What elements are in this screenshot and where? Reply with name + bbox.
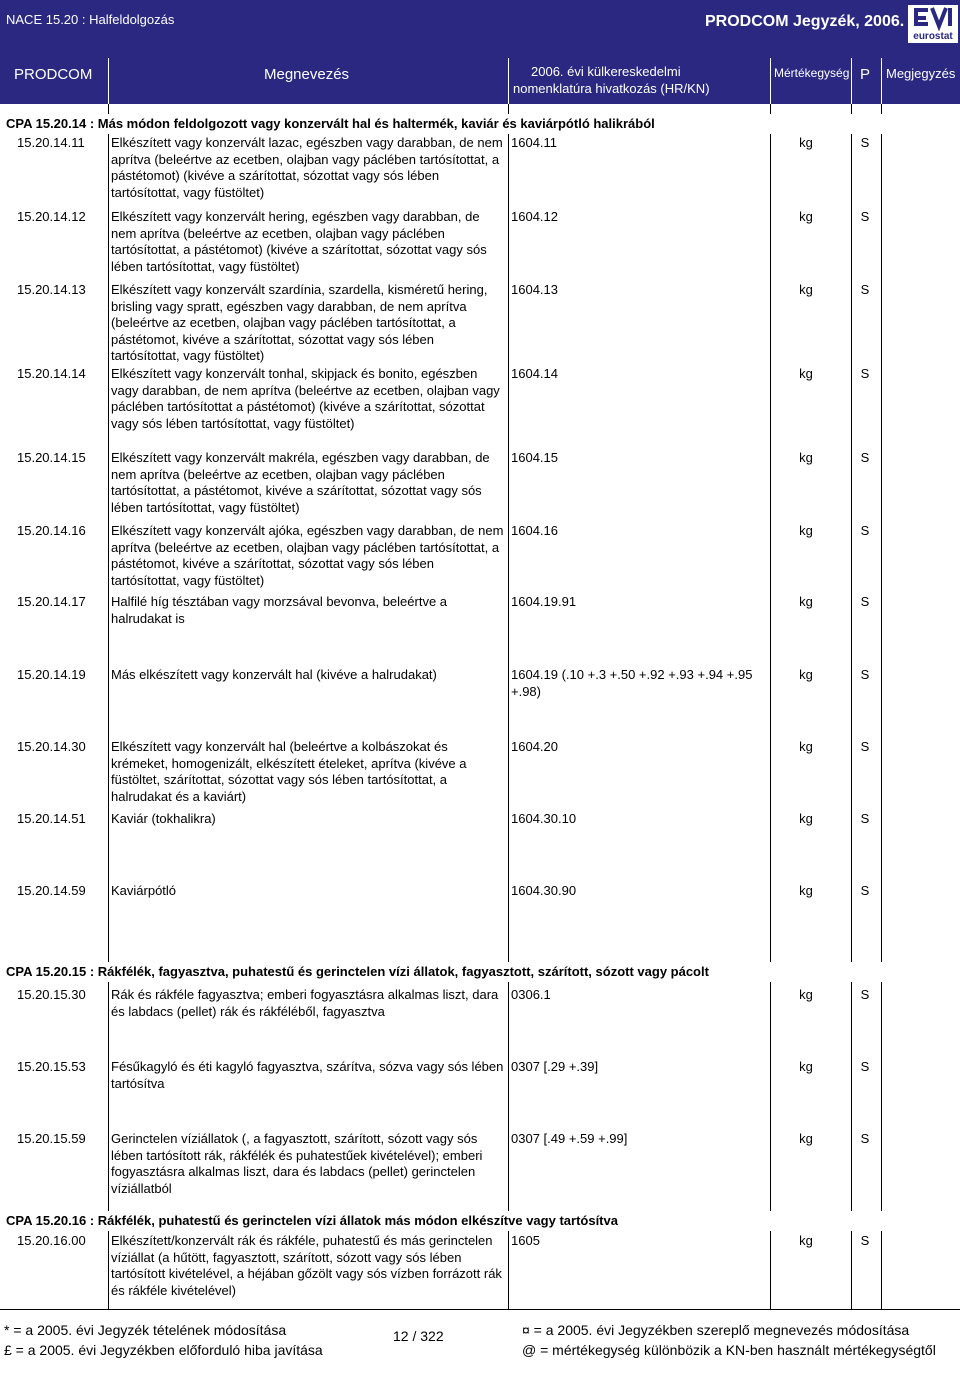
unit: kg: [799, 883, 813, 898]
unit: kg: [799, 667, 813, 682]
p-flag: S: [860, 1233, 870, 1248]
prodcom-code: 15.20.14.19: [17, 667, 86, 682]
product-description: Elkészített vagy konzervált szardínia, szardella, kisméretű hering, brisling vagy spratt, egészben vagy darabban, de nem aprítva (beleértve az ecetben, olajban vagy páclében tartósítottat, a pástétomot, kivéve a szárítottat, sózottat vagy sós lében tartósítottat, vagy füstöltet): [111, 282, 506, 365]
cn-reference: 1604.12: [511, 209, 558, 224]
p-flag: S: [860, 209, 870, 224]
p-flag: S: [860, 739, 870, 754]
section-heading: CPA 15.20.14 : Más módon feldolgozott vagy konzervált hal és haltermék, kaviár és kaviárpótló halikrából: [0, 114, 960, 134]
prodcom-code: 15.20.14.12: [17, 209, 86, 224]
footer-note: * = a 2005. évi Jegyzék tételének módosítása: [4, 1322, 287, 1338]
eurostat-logo-text: eurostat: [913, 31, 953, 42]
header-prodcom: PRODCOM: [14, 66, 93, 83]
product-description: Kaviár (tokhalikra): [111, 811, 506, 828]
prodcom-code: 15.20.14.14: [17, 366, 86, 381]
product-description: Elkészített vagy konzervált hering, egészben vagy darabban, de nem aprítva (beleértve az ecetben, olajban vagy páclében tartósítottat, a pástétomot) (kivéve a szárítottat, sózottat vagy sós lében tartósítottat, vagy füstöltet): [111, 209, 506, 275]
cn-reference: 1604.30.10: [511, 811, 577, 826]
column-header-row: [0, 58, 960, 104]
unit: kg: [799, 282, 813, 297]
prodcom-code: 15.20.14.13: [17, 282, 86, 297]
p-flag: S: [860, 366, 870, 381]
product-description: Elkészített vagy konzervált hal (beleértve a kolbászokat és krémeket, homogenizált, elkészített ételeket, aprítva (kivéve a füstöltet, szárítottat, sózottat vagy sós lében tartósítottat, a halrudakat és a kaviárt): [111, 739, 506, 805]
eurostat-logo: [907, 4, 959, 44]
footer-note: ¤ = a 2005. évi Jegyzékben szereplő megnevezés módosítása: [522, 1322, 910, 1338]
p-flag: S: [860, 1131, 870, 1146]
document-top-bar: [0, 0, 960, 58]
footer-note: £ = a 2005. évi Jegyzékben előforduló hiba javítása: [4, 1342, 323, 1358]
header-note: Megjegyzés: [881, 58, 960, 104]
cn-reference: 1604.19.91: [511, 594, 577, 609]
unit: kg: [799, 1131, 813, 1146]
cn-reference: 1604.14: [511, 366, 558, 381]
product-description: Fésűkagyló és éti kagyló fagyasztva, szárítva, sózva vagy sós lében tartósítva: [111, 1059, 506, 1092]
product-description: Elkészített vagy konzervált lazac, egészben vagy darabban, de nem aprítva (beleértve az ecetben, olajban vagy páclében tartósítottat, a pástétomot) (kivéve a szárítottat, sózottat vagy sós lében tartósítottat, vagy füstöltet): [111, 135, 506, 201]
column-divider: [881, 104, 882, 1309]
p-flag: S: [860, 594, 870, 609]
cn-reference: 1604.30.90: [511, 883, 577, 898]
unit: kg: [799, 987, 813, 1002]
cn-reference: 1604.11: [511, 135, 558, 150]
product-description: Kaviárpótló: [111, 883, 506, 900]
product-description: Elkészített vagy konzervált ajóka, egészben vagy darabban, de nem aprítva (beleértve az ecetben, olajban vagy páclében tartósítottat, a pástétomot, kivéve a szárítottat, sózottat vagy sós lében tartósítottat, vagy füstöltet): [111, 523, 506, 589]
cn-reference: 1604.16: [511, 523, 558, 538]
unit: kg: [799, 523, 813, 538]
section-heading: CPA 15.20.15 : Rákfélék, fagyasztva, puhatestű és gerinctelen vízi állatok, fagyasztott, szárított, sózott vagy pácolt: [0, 962, 960, 982]
unit: kg: [799, 1059, 813, 1074]
product-description: Elkészített vagy konzervált tonhal, skipjack és bonito, egészben vagy darabban, de nem aprítva (beleértve az ecetben, olajban vagy páclében tartósítottat a pástétomot) (kivéve a szárítottat, sózottat vagy sós lében tartósítottat, vagy füstöltet): [111, 366, 506, 432]
unit: kg: [799, 450, 813, 465]
column-divider: [108, 104, 109, 1309]
header-cn-reference: 2006. évi külkereskedelmi nomenklatúra hivatkozás (HR/KN): [508, 58, 770, 104]
unit: kg: [799, 1233, 813, 1248]
p-flag: S: [860, 1059, 870, 1074]
footer-divider: [0, 1309, 960, 1310]
cn-reference: 1605: [511, 1233, 540, 1248]
product-description: Más elkészített vagy konzervált hal (kivéve a halrudakat): [111, 667, 506, 684]
prodcom-code: 15.20.14.15: [17, 450, 86, 465]
prodcom-code: 15.20.14.17: [17, 594, 86, 609]
cn-reference: 1604.19 (.10 +.3 +.50 +.92 +.93 +.94 +.95 +.98): [511, 667, 753, 699]
page-number: 12 / 322: [393, 1328, 444, 1344]
nace-title: NACE 15.20 : Halfeldolgozás: [6, 12, 175, 27]
cn-reference: 1604.15: [511, 450, 558, 465]
header-p: P: [851, 58, 881, 104]
cn-reference: 1604.13: [511, 282, 558, 297]
prodcom-code: 15.20.14.11: [17, 135, 85, 150]
prodcom-code: 15.20.14.59: [17, 883, 86, 898]
column-divider: [508, 104, 509, 1309]
p-flag: S: [860, 523, 870, 538]
product-description: Elkészített/konzervált rák és rákféle, puhatestű és más gerinctelen víziállat (a hűtött, fagyasztott, szárított, sózott vagy sós lében tartósított kivételével, a héjában gőzölt vagy sós vízben forrázott rák és rákféle kivételével): [111, 1233, 506, 1299]
prodcom-code: 15.20.16.00: [17, 1233, 86, 1248]
unit: kg: [799, 594, 813, 609]
product-description: Elkészített vagy konzervált makréla, egészben vagy darabban, de nem aprítva (beleértve az ecetben, olajban vagy páclében tartósítottat, a pástétomot, kivéve a szárítottat, sózottat vagy sós lében tartósítottat, vagy füstöltet): [111, 450, 506, 516]
prodcom-code: 15.20.15.30: [17, 987, 86, 1002]
eurostat-logo-icon: [908, 5, 958, 31]
product-description: Rák és rákféle fagyasztva; emberi fogyasztásra alkalmas liszt, dara és labdacs (pellet) rák és rákféléből, fagyasztva: [111, 987, 506, 1020]
unit: kg: [799, 366, 813, 381]
p-flag: S: [860, 883, 870, 898]
p-flag: S: [860, 450, 870, 465]
prodcom-code: 15.20.14.16: [17, 523, 86, 538]
cn-reference: 0307 [.49 +.59 +.99]: [511, 1131, 628, 1146]
section-heading: CPA 15.20.16 : Rákfélék, puhatestű és gerinctelen vízi állatok más módon elkészítve vagy tartósítva: [0, 1211, 960, 1231]
document-title: PRODCOM Jegyzék, 2006.: [705, 13, 905, 30]
unit: kg: [799, 739, 813, 754]
p-flag: S: [860, 667, 870, 682]
prodcom-code: 15.20.15.59: [17, 1131, 86, 1146]
header-name: Megnevezés: [108, 58, 508, 104]
unit: kg: [799, 209, 813, 224]
cn-reference: 1604.20: [511, 739, 558, 754]
product-description: Gerinctelen víziállatok (, a fagyasztott, szárított, sózott vagy sós lében tartósított rák, rákfélék és puhatestűek kivételével); emberi fogyasztásra alkalmas liszt, dara és labdacs (pellet) gerinctelen víziállatból: [111, 1131, 506, 1197]
p-flag: S: [860, 811, 870, 826]
cn-reference: 0306.1: [511, 987, 551, 1002]
column-divider: [770, 104, 771, 1309]
p-flag: S: [860, 135, 870, 150]
prodcom-code: 15.20.14.30: [17, 739, 86, 754]
header-unit: Mértékegység: [770, 58, 851, 104]
unit: kg: [799, 135, 813, 150]
cn-reference: 0307 [.29 +.39]: [511, 1059, 599, 1074]
prodcom-table: [0, 104, 960, 1309]
page-footer: [0, 1320, 960, 1373]
prodcom-code: 15.20.15.53: [17, 1059, 86, 1074]
footer-note: @ = mértékegység különbözik a KN-ben használt mértékegységtől: [522, 1342, 936, 1358]
unit: kg: [799, 811, 813, 826]
product-description: Halfilé híg tésztában vagy morzsával bevonva, beleértve a halrudakat is: [111, 594, 506, 627]
p-flag: S: [860, 987, 870, 1002]
p-flag: S: [860, 282, 870, 297]
prodcom-code: 15.20.14.51: [17, 811, 86, 826]
